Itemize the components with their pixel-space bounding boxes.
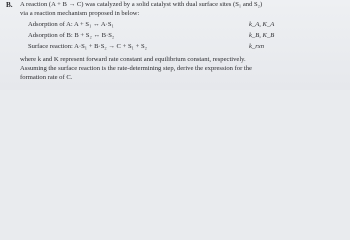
step-3-equation: A·S₁ + B·S₂ → C + S₁ + S₂ bbox=[74, 43, 147, 50]
outro-line-3: formation rate of C. bbox=[20, 74, 73, 81]
step-2-constants: k_B, K_B bbox=[249, 32, 275, 39]
step-3-label: Surface reaction: bbox=[28, 43, 73, 50]
step-2-label: Adsorption of B: bbox=[28, 32, 73, 39]
step-3-constants: k_rxn bbox=[249, 43, 265, 50]
step-1 bbox=[28, 22, 114, 29]
step-3 bbox=[28, 44, 147, 51]
step-2 bbox=[28, 33, 114, 40]
step-1-constants: k_A, K_A bbox=[249, 21, 275, 28]
outro-line-1: where k and K represent forward rate constant and equilibrium constant, respectively. bbox=[20, 56, 246, 63]
intro-line-1: A reaction (A + B → C) was catalyzed by a solid catalyst with dual surface sites (S₁ and S₂) bbox=[20, 1, 263, 8]
step-1-label: Adsorption of A: bbox=[28, 21, 73, 28]
intro-line-2: via a reaction mechanism proposed in below: bbox=[20, 10, 140, 17]
outro-line-2: Assuming the surface reaction is the rate-determining step, derive the expression for the bbox=[20, 65, 252, 72]
step-2-equation: B + S₂ ↔ B·S₂ bbox=[74, 32, 115, 39]
question-number: B. bbox=[6, 1, 13, 9]
document-page bbox=[0, 0, 350, 90]
step-1-equation: A + S₁ ↔ A·S₁ bbox=[74, 21, 114, 28]
